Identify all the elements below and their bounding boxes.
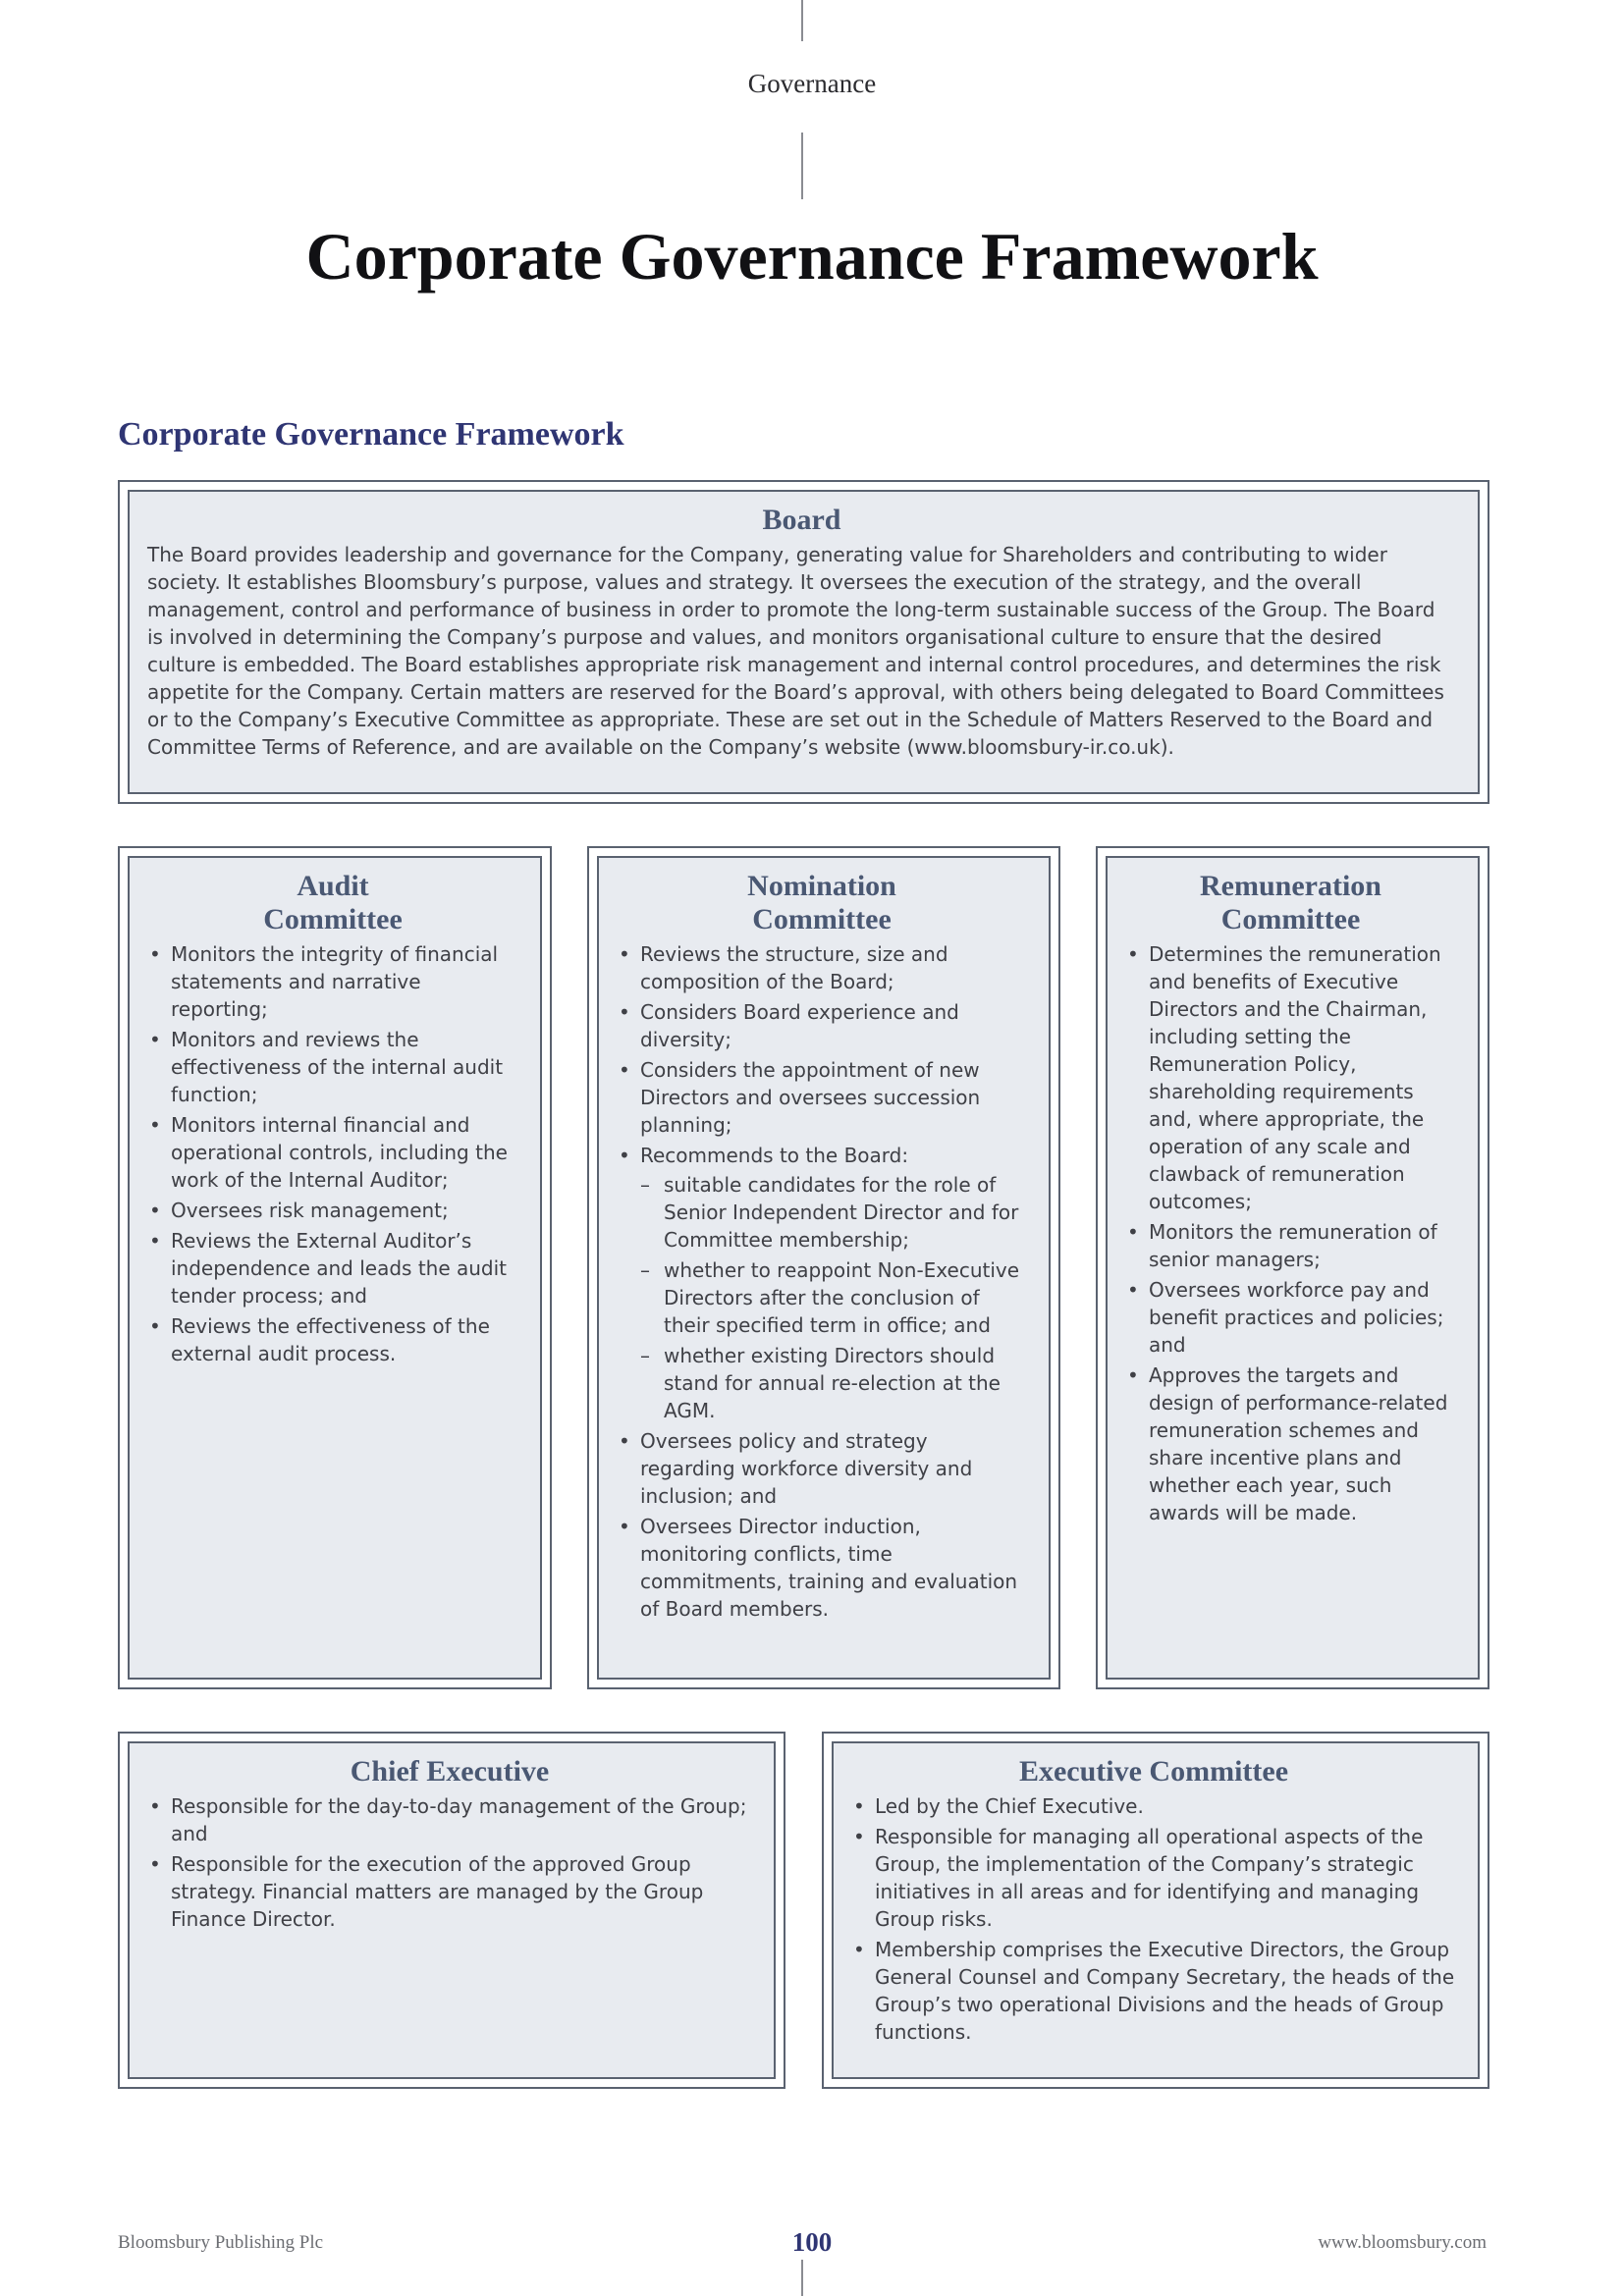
footer-company-name: Bloomsbury Publishing Plc [118,2232,324,2253]
board-heading: Board [762,504,841,536]
executive-committee-panel [832,1741,1480,2079]
sub-list-item: – whether to reappoint Non-Executive Directors after the conclusion of their specified term in office; and [640,1256,1027,1339]
nomination-committee-list [617,940,1027,1623]
nomination-committee-heading [617,870,1027,936]
chief-executive-heading: Chief Executive [350,1755,550,1788]
remuneration-heading-line2: Committee [1220,903,1361,935]
remuneration-committee-panel [1106,856,1480,1680]
audit-committee-panel [128,856,542,1680]
list-item: • Monitors and reviews the effectiveness of the internal audit function; [147,1026,518,1108]
list-item: • Oversees policy and strategy regarding workforce diversity and inclusion; and [617,1427,1027,1510]
list-item: • Considers the appointment of new Directors and oversees succession planning; [617,1056,1027,1139]
executive-committee-heading: Executive Committee [1018,1755,1289,1788]
list-item: • Responsible for the day-to-day management of the Group; and [147,1792,752,1847]
audit-heading-line1: Audit [297,870,369,902]
list-item: • Reviews the effectiveness of the external audit process. [147,1312,518,1367]
executive-committee-list [851,1792,1456,2046]
list-item-text: Recommends to the Board: [640,1144,909,1167]
remuneration-heading-line1: Remuneration [1200,870,1381,902]
list-item: • Responsible for managing all operational aspects of the Group, the implementation of the Company’s strategic initiatives in all areas and for identifying and managing Group risks. [851,1823,1456,1933]
list-item: • Led by the Chief Executive. [851,1792,1456,1820]
page-number: 100 [791,2227,833,2257]
section-label: Governance [747,69,877,98]
framework-subtitle: Corporate Governance Framework [118,416,624,453]
remuneration-committee-heading [1125,870,1456,936]
chief-executive-panel [128,1741,776,2079]
nomination-sublist [640,1171,1027,1424]
list-item: • Considers Board experience and diversity; [617,998,1027,1053]
list-item-with-sublist [617,1142,1027,1424]
board-panel [128,490,1480,794]
list-item: • Oversees workforce pay and benefit practices and policies; and [1125,1276,1456,1359]
remuneration-committee-list [1125,940,1456,1526]
list-item: • Oversees Director induction, monitoring conflicts, time commitments, training and evaluation of Board members. [617,1513,1027,1623]
footer-website-link[interactable]: www.bloomsbury.com [1318,2232,1487,2253]
nomination-committee-panel [597,856,1051,1680]
board-description: The Board provides leadership and governance for the Company, generating value for Shareholders and contributing to wider society. It establishes Bloomsbury’s purpose, values and strategy. It oversees the execution of the strategy, and the overall management, control and performance of business in order to promote the long-term sustainable success of the Group. The Board is involved in determining the Company’s purpose and values, and monitors organisational culture to ensure that the desired culture is embedded. The Board establishes appropriate risk management and internal control procedures, and determines the risk appetite for the Company. Certain matters are reserved for the Board’s approval, with others being delegated to Board Committees or to the Company’s Executive Committee as appropriate. These are set out in the Schedule of Matters Reserved to the Board and Committee Terms of Reference, and are available on the Company’s website (www.bloomsbury-ir.co.uk). [147,543,1444,759]
nomination-heading-line2: Committee [752,903,892,935]
list-item: • Reviews the External Auditor’s independence and leads the audit tender process; and [147,1227,518,1309]
executive-committee-box [822,1732,1489,2089]
list-item: • Monitors the integrity of financial statements and narrative reporting; [147,940,518,1023]
list-item: • Oversees risk management; [147,1197,518,1224]
nomination-heading-line1: Nomination [747,870,896,902]
chief-executive-list [147,1792,752,1933]
top-divider-line [801,0,803,41]
audit-committee-box [118,846,552,1689]
list-item: • Approves the targets and design of performance-related remuneration schemes and share incentive plans and whether each year, such awards will be made. [1125,1362,1456,1526]
audit-committee-heading [147,870,518,936]
sub-list-item: – suitable candidates for the role of Senior Independent Director and for Committee membership; [640,1171,1027,1254]
remuneration-committee-box [1096,846,1489,1689]
sub-list-item: – whether existing Directors should stand for annual re-election at the AGM. [640,1342,1027,1424]
list-item: • Reviews the structure, size and composition of the Board; [617,940,1027,995]
audit-heading-line2: Committee [263,903,403,935]
list-item: • Monitors the remuneration of senior managers; [1125,1218,1456,1273]
bottom-divider-line [801,2260,803,2296]
list-item: • Monitors internal financial and operational controls, including the work of the Internal Auditor; [147,1111,518,1194]
list-item: • Determines the remuneration and benefits of Executive Directors and the Chairman, including setting the Remuneration Policy, shareholding requirements and, where appropriate, the operation of any scale and clawback of remuneration outcomes; [1125,940,1456,1215]
header-divider-line [801,133,803,199]
list-item: • Responsible for the execution of the approved Group strategy. Financial matters are managed by the Group Finance Director. [147,1850,752,1933]
chief-executive-box [118,1732,785,2089]
board-box [118,480,1489,804]
audit-committee-list [147,940,518,1367]
nomination-committee-box [587,846,1060,1689]
list-item: • Membership comprises the Executive Directors, the Group General Counsel and Company Secretary, the heads of the Group’s two operational Divisions and the heads of Group functions. [851,1936,1456,2046]
page-title: Corporate Governance Framework [305,219,1319,294]
